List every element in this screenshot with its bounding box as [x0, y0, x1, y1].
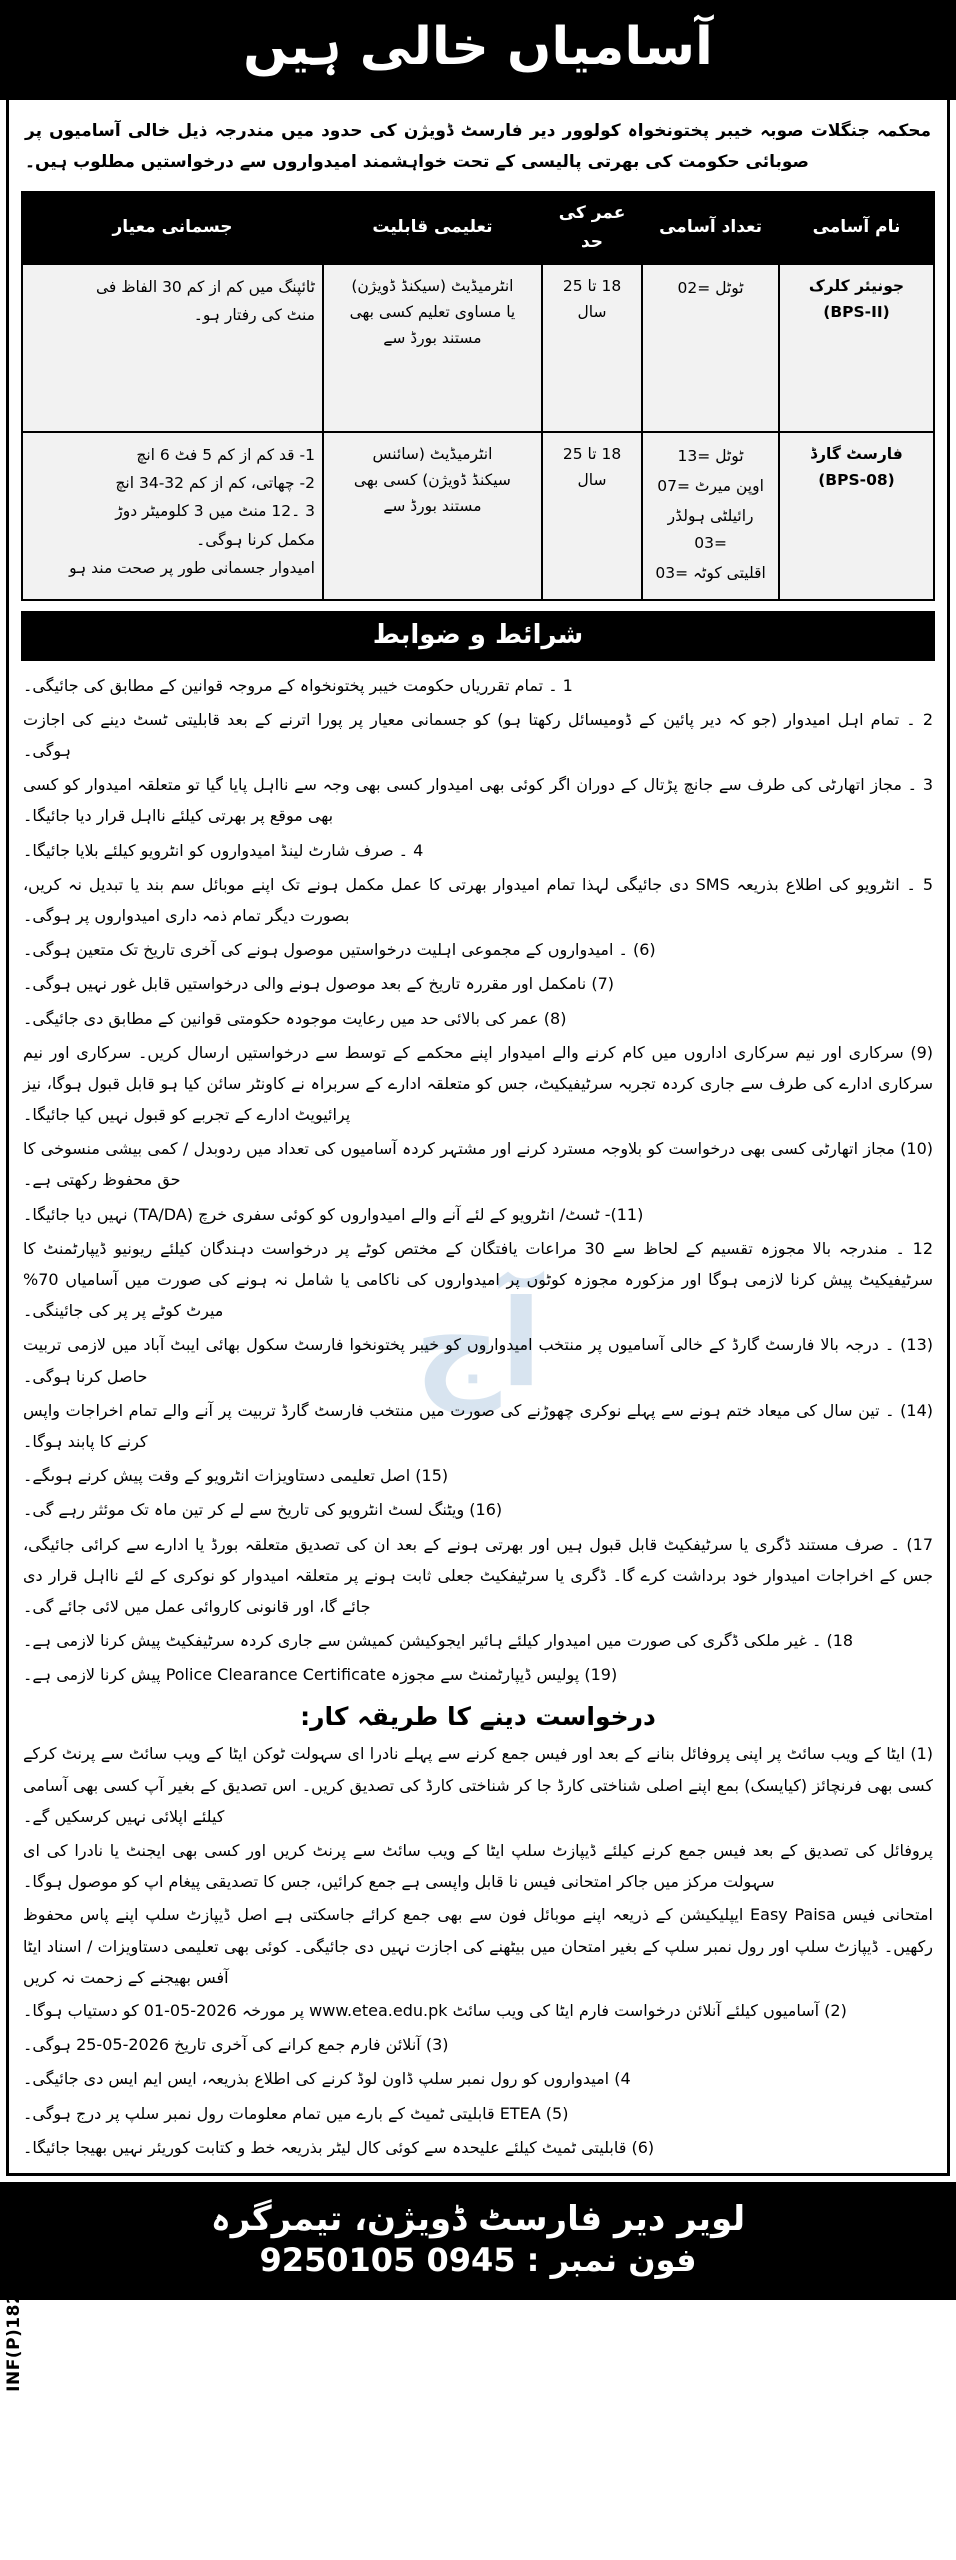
- cell-physical-standard: [22, 264, 323, 432]
- education-line-2: یا مساوی تعلیم کسی بھی: [349, 303, 516, 321]
- post-title: فارسٹ گارڈ: [810, 444, 903, 463]
- howto-paragraph-easypaisa: امتحانی فیس Easy Paisa ایپلیکیشن کے ذریعہ اپنے موبائل فون سے بھی جمع کرائے جاسکتی ہے اصل ڈیپازٹ سلپ اپنے پاس محفوظ رکھیں۔ ڈیپازٹ سلپ اور رول نمبر سلپ کے بغیر امتحان میں بیٹھنے کی اجازت نہیں دی جائیگی۔ کوئی بھی تعلیمی دستاویزات / اسناد ایٹا آفس بھیجنے کے زحمت نہ کریں: [23, 1905, 933, 1987]
- education-line-1: انٹرمیڈیٹ (سیکنڈ ڈویژن): [351, 276, 514, 295]
- education-line-1: انٹرمیڈیٹ (سائنس: [372, 444, 493, 463]
- column-header-age-limit: عمر کی حد: [542, 192, 642, 264]
- howto-item-5: (5) ETEA قابلیتی ٹمیٹ کے بارے میں تمام معلومات رول نمبر سلپ پر درج ہوگی۔: [23, 2103, 569, 2123]
- cell-education: [323, 264, 542, 432]
- howto-item-3: (3) آنلائن فارم جمع کرانے کی آخری تاریخ 2026-05-25 ہوگی۔: [23, 2035, 449, 2055]
- page-title: آسامیاں خالی ہیں: [243, 17, 713, 77]
- term-item-18: 18) ۔ غیر ملکی ڈگری کی صورت میں امیدوار کیلئے ہائیر ایجوکیشن کمیشن سے جاری کردہ سرٹیفکیٹ پیش کرنا لازمی ہے۔: [23, 1631, 854, 1651]
- howto-item-6: (6) قابلیتی ٹمیٹ کیلئے علیحدہ سے کوئی کال لیٹر بذریعہ خط و کتابت کوریئر نہیں بھیجا جائیگا۔: [23, 2137, 655, 2157]
- term-item-3: 3 ۔ مجاز اتھارٹی کی طرف سے جانچ پڑتال کے دوران اگر کوئی بھی امیدوار کسی بھی وجہ سے نااہل پایا گیا تو متعلقہ امیدوار کو کسی بھی موقع پر بھرتی کیلئے نااہل قرار دیا جائیگا۔: [23, 775, 933, 826]
- education-line-3: مستند بورڈ سے: [383, 329, 482, 348]
- cell-physical-standard: [22, 432, 323, 600]
- terms-section-heading: شرائط و ضوابط: [21, 611, 935, 661]
- term-item-6: (6) ۔ امیدواروں کے مجموعی اہلیت درخواستیں موصول ہونے کی آخری تاریخ تک متعین ہوگی۔: [23, 940, 656, 960]
- physical-line-1: ٹائپنگ میں کم از کم 30 الفاظ فی: [95, 277, 315, 296]
- column-header-post-count: تعداد آسامی: [642, 192, 779, 264]
- term-item-2: 2 ۔ تمام اہل امیدوار (جو کہ دیر پائین کے ڈومیسائل رکھتا ہو) کو جسمانی معیار پر پورا اترنے کے بعد قابلیتی ٹسٹ دینے کی اجازت ہوگی۔: [23, 709, 934, 761]
- column-header-physical: جسمانی معیار: [22, 192, 323, 264]
- cell-post-count: [642, 432, 779, 600]
- count-open-merit: اوپن میرٹ =07: [657, 477, 764, 495]
- column-header-education: تعلیمی قابلیت: [323, 192, 542, 264]
- term-item-11: (11)- ٹسٹ/ انٹرویو کے لئے آنے والے امیدواروں کو کوئی سفری خرچ (TA/DA) نہیں دیا جائیگا۔: [23, 1204, 644, 1224]
- term-item-12: 12 ۔ مندرجہ بالا مجوزہ تقسیم کے لحاظ سے 30 مراعات یافتگان کے مختص کوٹے پر درخواست دہندگان کیلئے ریونیو ڈیپارٹمنٹ کا سرٹیفیکیٹ پیش کرنا لازمی ہوگا اور مزکورہ مجوزہ کوٹوں پر امیدواروں کی ناکامی یا شامل نہ ہونے کی صورت میں آسامیاں 70% میرٹ کوٹے پر پر کی جائینگی۔: [23, 1238, 933, 1321]
- term-item-9: (9) سرکاری اور نیم سرکاری اداروں میں کام کرنے والے امیدوار اپنے محکمے کے توسط سے درخواستیں ارسال کریں۔ سرکاری اور نیم سرکاری ادارے کی طرف سے جاری کردہ تجربہ سرٹیفیکیٹ، جس کو متعلقہ ادارے کے سربراہ نے کاونٹر سائن کیا ہو قابل قبول ہوگا، نیز پرائیویٹ ادارے کے تجربے کو قبول نہیں کیا جائیگا۔: [23, 1042, 933, 1125]
- age-unit: سال: [577, 471, 607, 489]
- table-header-row: [22, 192, 934, 264]
- howto-item-2: (2) آسامیوں کیلئے آنلائن درخواست فارم ایٹا کی ویب سائٹ www.etea.edu.pk پر مورخہ 2026-05-01 کو دستیاب ہوگا۔: [23, 2000, 847, 2020]
- term-item-7: (7) نامکمل اور مقررہ تاریخ کے بعد موصول ہونے والی درخواستیں قابل غور نہیں ہوگی۔: [23, 974, 614, 994]
- inf-reference-code: INF(P)1828/26: [4, 2248, 24, 2392]
- advertisement-body-frame: [6, 100, 950, 2176]
- page-header-band: [0, 0, 956, 100]
- term-item-14: (14) ۔ تین سال کی میعاد ختم ہونے سے پہلے نوکری چھوڑنے کی صورت میں منتخب فارسٹ گارڈ تربیت پر آنے والے تمام اخراجات واپس کرنے کا پابند ہوگا۔: [23, 1400, 933, 1451]
- term-item-10: (10) مجاز اتھارٹی کسی بھی درخواست کو بلاوجہ مسترد کرنے اور مشتہر کردہ آسامیوں کی تعداد میں ردوبدل / کمی بیشی منسوخی کا حق محفوظ رکھتی ہے۔: [23, 1139, 933, 1190]
- table-row: [22, 264, 934, 432]
- howto-item-4: 4) امیدواروں کو رول نمبر سلپ ڈاون لوڈ کرنے کی اطلاع بذریعہ، ایس ایم ایس دی جائیگی۔: [23, 2069, 631, 2089]
- how-to-apply-list: [21, 1737, 935, 1833]
- term-item-1: 1 ۔ تمام تقرریاں حکومت خیبر پختونخواہ کے مروجہ قوانین کے مطابق کی جائیگی۔: [23, 675, 573, 695]
- age-range: 18 تا 25: [562, 444, 622, 463]
- term-item-15: (15) اصل تعلیمی دستاویزات انٹرویو کے وقت پیش کرنے ہوںگے۔: [23, 1466, 449, 1486]
- count-royalty-holder: رائیلٹی ہولڈر =03: [667, 507, 754, 552]
- physical-line-3: 3 ۔12 منٹ میں 3 کلومیٹر دوڑ: [115, 502, 315, 521]
- physical-line-4: مکمل کرنا ہوگی۔: [196, 530, 315, 549]
- terms-list: [21, 669, 935, 1692]
- page-footer-band: [0, 2182, 956, 2300]
- vacancy-table: [21, 191, 935, 601]
- post-title: جونیئر کلرک: [808, 276, 905, 295]
- cell-post-name: [779, 264, 934, 432]
- physical-line-2: منٹ کی رفتار ہو۔: [193, 306, 315, 324]
- footer-office-name: لویر دیر فارسٹ ڈویژن، تیمرگرہ: [210, 2198, 746, 2239]
- term-item-16: (16) ویٹنگ لسٹ انٹرویو کی تاریخ سے لے کر تین ماہ تک موئثر رہے گی۔: [23, 1500, 503, 1520]
- watermark: آج: [414, 1275, 542, 1414]
- term-item-5: 5 ۔ انٹرویو کی اطلاع بذریعہ SMS دی جائیگی لہذا تمام امیدوار بھرتی کا عمل مکمل ہونے تک اپنے موبائل سم بند یا تبدیل نہ کریں، بصورت دیگر تمام ذمہ داری امیدواروں پر ہوگی۔: [23, 874, 933, 925]
- cell-age-limit: [542, 432, 642, 600]
- count-minority-quota: اقلیتی کوٹہ =03: [655, 564, 766, 583]
- age-range: 18 تا 25: [562, 276, 622, 295]
- how-to-apply-heading: درخواست دینے کا طریقہ کار:: [300, 1702, 656, 1732]
- physical-line-2: 2- چھاتی، کم از کم 32-34 انچ: [115, 474, 315, 492]
- term-item-19: (19) پولیس ڈیپارٹمنٹ سے مجوزہ Police Clearance Certificate پیش کرنا لازمی ہے۔: [23, 1665, 618, 1685]
- term-item-4: 4 ۔ صرف شارٹ لینڈ امیدواروں کو انٹرویو کیلئے بلایا جائیگا۔: [23, 840, 424, 860]
- cell-post-count: [642, 264, 779, 432]
- how-to-apply-list-continued: [21, 1994, 935, 2164]
- post-bps-scale: (BPS-II): [823, 303, 890, 321]
- howto-paragraph-deposit-slip: پروفائل کی تصدیق کے بعد فیس جمع کرنے کیلئے ڈیپازٹ سلپ ایٹا کے ویب سائٹ سے پرنٹ کریں اور کسی بھی ایجنٹ یا نادرا کی ای سہولت مرکز میں جاکر امتحانی فیس نا قابل واپسی ہے جمع کرائیں، جس کا تصدیقی پیغام اپ کو موصول ہوگا۔: [23, 1841, 933, 1892]
- education-line-3: مستند بورڈ سے: [383, 497, 482, 516]
- howto-item-1: (1) ایٹا کے ویب سائٹ پر اپنی پروفائل بنانے کے بعد اور فیس جمع کرنے سے پہلے نادرا ای سہولت ٹوکن ایٹا کے ویب سائٹ سے پرنٹ کرکے کسی بھی فرنچائز (کیایسک) بمع اپنے اصلی شناختی کارڈ جا کر شناختی کارڈ کی تصدیق کریں۔ اس تصدیق کے بغیر آپ کسی بھی آسامی کیلئے اپلائی نہیں کرسکیں گے۔: [23, 1744, 933, 1826]
- post-bps-scale: (BPS-08): [818, 471, 895, 489]
- education-line-2: سیکنڈ ڈویژن) کسی بھی: [353, 471, 511, 489]
- intro-paragraph: محکمہ جنگلات صوبہ خیبر پختونخواہ کولوور دیر فارسٹ ڈویژن کی حدود میں مندرجہ ذیل خالی آسامیوں پر صوبائی حکومت کی بھرتی پالیسی کے تحت خواہشمند امیدواروں سے درخواستیں مطلوب ہیں۔: [25, 121, 931, 173]
- cell-education: [323, 432, 542, 600]
- physical-line-1: 1- قد کم از کم 5 فٹ 6 انچ: [136, 445, 315, 464]
- cell-post-name: [779, 432, 934, 600]
- footer-phone-number: فون نمبر : 0945 9250105: [259, 2241, 697, 2280]
- count-total: ٹوٹل =13: [677, 446, 744, 465]
- age-unit: سال: [577, 303, 607, 321]
- term-item-8: (8) عمر کی بالائی حد میں رعایت موجودہ حکومتی قوانین کے مطابق دی جائیگی۔: [23, 1008, 567, 1028]
- term-item-17: 17) ۔ صرف مستند ڈگری یا سرٹیفکیٹ قابل قبول ہیں اور بھرتی ہونے کے بعد ان کی تصدیق متعلقہ بورڈ یا ادارے سے کرائی جائیگی، جس کے اخراجات امیدوار خود برداشت کرے گا۔ ڈگری یا سرٹیفکیٹ جعلی ثابت ہونے پر متعلقہ امیدوار کو نوکری کے لئے نااہل قرار دی جائے گا، اور قانونی کاروائی عمل میں لائی جائے گی۔: [23, 1534, 933, 1616]
- term-item-13: (13) ۔ درجہ بالا فارسٹ گارڈ کے خالی آسامیوں پر منتخب امیدواروں کو خیبر پختونخوا فارسٹ سکول بھائی ایبٹ آباد میں لازمی تربیت حاصل کرنا ہوگی۔: [23, 1335, 933, 1386]
- physical-line-5: امیدوار جسمانی طور پر صحت مند ہو: [69, 559, 315, 578]
- column-header-post-name: نام آسامی: [779, 192, 934, 264]
- count-total: ٹوٹل =02: [677, 278, 744, 297]
- table-row: [22, 432, 934, 600]
- cell-age-limit: [542, 264, 642, 432]
